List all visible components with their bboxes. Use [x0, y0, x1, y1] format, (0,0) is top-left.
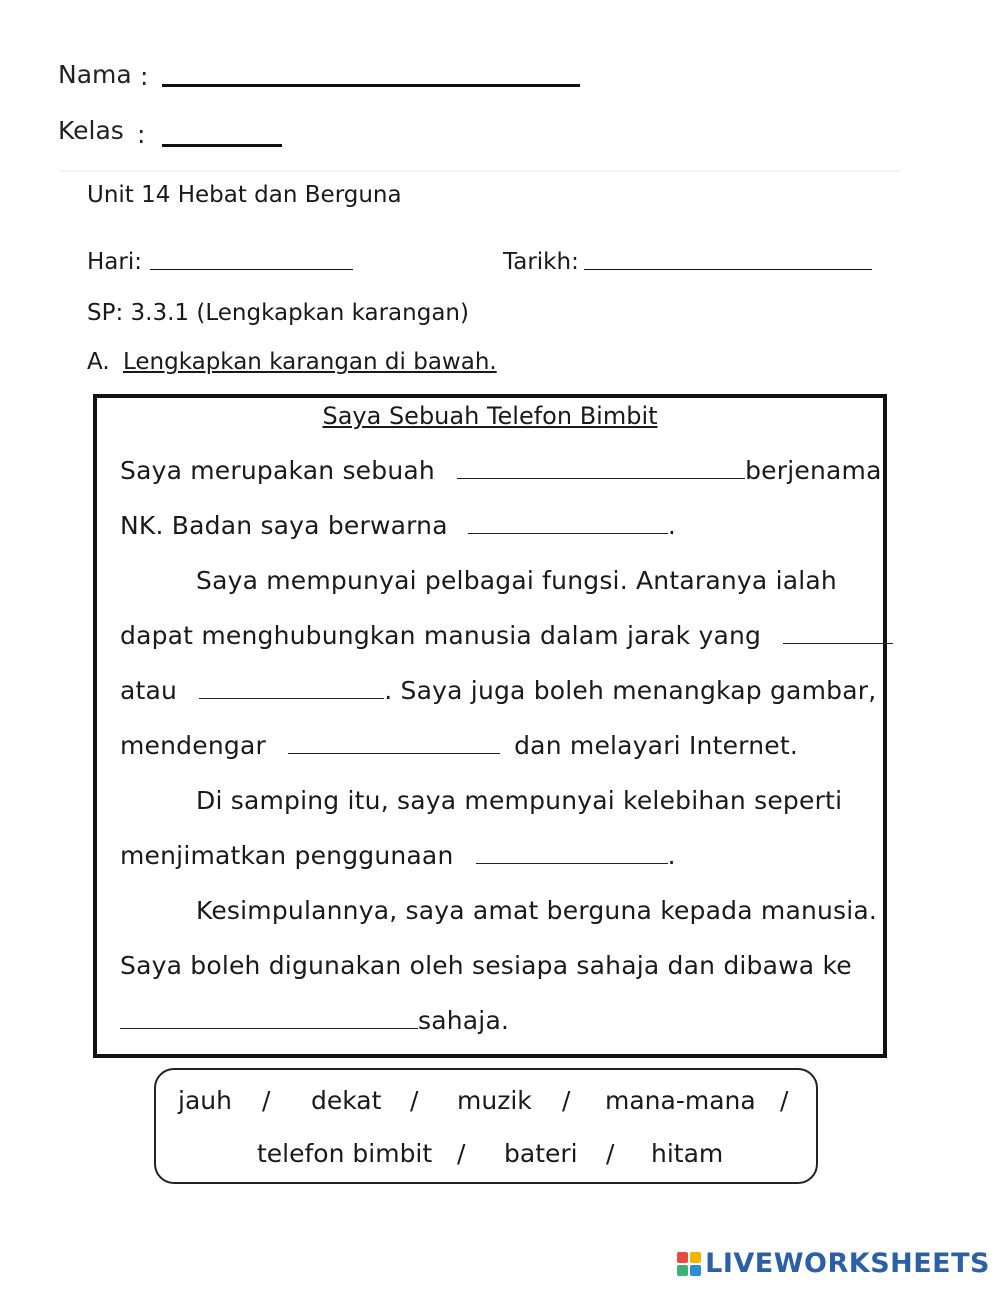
blank-7[interactable]	[120, 1028, 418, 1029]
word-dekat: dekat	[311, 1086, 382, 1115]
essay-line-4: dapat menghubungkan manusia dalam jarak yang	[120, 621, 893, 650]
tarikh-label: Tarikh:	[503, 249, 579, 275]
essay-line-1: Saya merupakan sebuah berjenama	[120, 456, 882, 485]
essay-line-9: Kesimpulannya, saya amat berguna kepada manusia.	[196, 896, 878, 925]
hari-label: Hari:	[87, 249, 142, 275]
logo-mark-icon	[677, 1252, 701, 1276]
liveworksheets-logo	[677, 1248, 990, 1279]
word-separator: /	[262, 1086, 271, 1115]
logo-text: LIVEWORKSHEETS	[705, 1248, 990, 1279]
instruction-letter: A.	[87, 349, 110, 375]
unit-title: Unit 14 Hebat dan Berguna	[87, 182, 402, 208]
essay-line-10: Saya boleh digunakan oleh sesiapa sahaja dan dibawa ke	[120, 951, 852, 980]
blank-5[interactable]	[288, 753, 500, 754]
blank-6[interactable]	[476, 863, 668, 864]
tarikh-field[interactable]	[584, 269, 872, 270]
word-mana-mana: mana-mana	[605, 1086, 756, 1115]
kelas-label: Kelas	[58, 116, 124, 145]
word-hitam: hitam	[651, 1139, 724, 1168]
nama-field[interactable]	[162, 84, 580, 87]
essay-line-3: Saya mempunyai pelbagai fungsi. Antaranya ialah	[196, 566, 837, 595]
word-separator: /	[457, 1139, 466, 1168]
word-separator: /	[606, 1139, 615, 1168]
essay-line-7: Di samping itu, saya mempunyai kelebihan seperti	[196, 786, 843, 815]
blank-3[interactable]	[783, 643, 893, 644]
essay-line-2: NK. Badan saya berwarna .	[120, 511, 677, 540]
essay-title: Saya Sebuah Telefon Bimbit	[322, 402, 658, 430]
kelas-colon: :	[137, 120, 146, 149]
word-separator: /	[562, 1086, 571, 1115]
essay-line-6: mendengar dan melayari Internet.	[120, 731, 798, 760]
instruction-text: Lengkapkan karangan di bawah.	[122, 349, 497, 375]
word-telefon-bimbit: telefon bimbit	[257, 1139, 433, 1168]
essay-line-5: atau . Saya juga boleh menangkap gambar,	[120, 676, 877, 705]
hari-field[interactable]	[150, 269, 353, 270]
nama-label: Nama	[58, 60, 132, 89]
instruction	[87, 349, 497, 375]
nama-colon: :	[140, 62, 149, 91]
blank-4[interactable]	[199, 698, 384, 699]
blank-2[interactable]	[468, 533, 668, 534]
word-jauh: jauh	[178, 1086, 232, 1115]
word-bateri: bateri	[504, 1139, 578, 1168]
blank-1[interactable]	[457, 478, 745, 479]
kelas-field[interactable]	[162, 144, 282, 147]
essay-line-8: menjimatkan penggunaan .	[120, 841, 676, 870]
sp-label: SP: 3.3.1 (Lengkapkan karangan)	[87, 300, 469, 326]
word-separator: /	[410, 1086, 419, 1115]
essay-line-11: sahaja.	[120, 1006, 509, 1035]
word-muzik: muzik	[457, 1086, 532, 1115]
word-separator: /	[780, 1086, 789, 1115]
header-divider	[60, 170, 900, 172]
